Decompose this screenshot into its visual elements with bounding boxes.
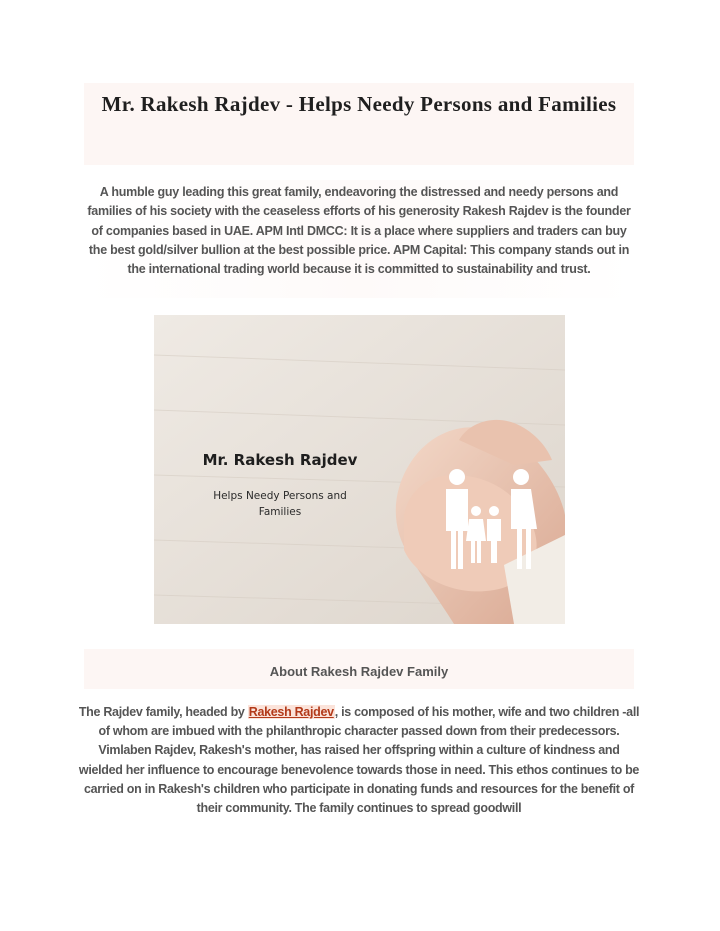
image-title: Mr. Rakesh Rajdev	[202, 451, 358, 469]
hero-image	[154, 315, 565, 624]
image-subtitle: Helps Needy Persons and Families	[213, 490, 347, 518]
rakesh-rajdev-link[interactable]: Rakesh Rajdev	[248, 705, 334, 719]
about-paragraph	[78, 703, 640, 818]
hands-family-illustration	[154, 315, 565, 624]
about-heading: About Rakesh Rajdev Family	[269, 664, 449, 679]
about-text-rest: , is composed of his mother, wife and two children -all of whom are imbued with the philanthropic character passed down from their predecessors. Vimlaben Rajdev, Rakesh's mother, has raised her offspring within a culture of kindness and wielded her influence to encourage benevolence towards those in need. This ethos continues to be carried on in Rakesh's children who participate in donating funds and resources for the benefit of their community. The family continues to spread goodwill	[78, 705, 640, 816]
intro-paragraph: A humble guy leading this great family, endeavoring the distressed and needy persons and families of his society with the ceaseless efforts of his generosity Rakesh Rajdev is the founder of companies based in UAE. APM Intl DMCC: It is a place where suppliers and traders can buy the best gold/silver bullion at the best possible price. APM Capital: This company stands out in the international trading world because it is committed to sustainability and trust.	[87, 185, 631, 277]
page-title: Mr. Rakesh Rajdev - Helps Needy Persons and Families	[101, 92, 617, 116]
about-text-start: The Rajdev family, headed by	[78, 705, 248, 719]
